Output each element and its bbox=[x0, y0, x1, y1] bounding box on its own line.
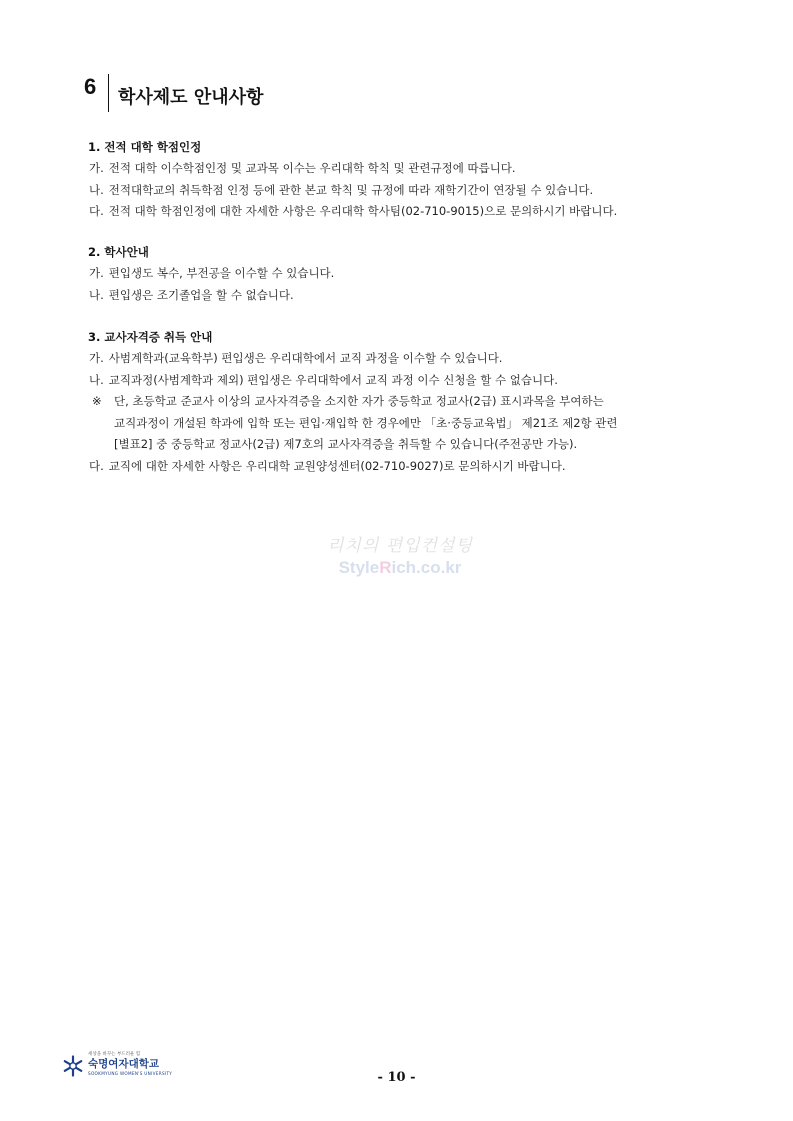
logo-english-name: SOOKMYUNG WOMEN'S UNIVERSITY bbox=[88, 1071, 173, 1076]
item-marker: 나. bbox=[89, 182, 104, 197]
logo-tagline: 세상을 바꾸는 부드러운 힘 bbox=[88, 1052, 141, 1057]
watermark-line-2 bbox=[315, 557, 485, 579]
note-line: 단, 초등학교 준교사 이상의 교사자격증을 소지한 자가 중등학교 정교사(2급) 표시과목을 부여하는 bbox=[114, 394, 604, 408]
page-number: - 10 - bbox=[377, 1070, 416, 1085]
item-text: 편입생도 복수, 부전공을 이수할 수 있습니다. bbox=[108, 266, 335, 280]
item-marker: 나. bbox=[89, 372, 104, 387]
item-text: 전적대학교의 취득학점 인정 등에 관한 본교 학칙 및 규정에 따라 재학기간이 연장될 수 있습니다. bbox=[108, 182, 594, 197]
list-item bbox=[88, 263, 748, 285]
item-text: 교직에 대한 자세한 사항은 우리대학 교원양성센터(02-710-9027)로 문의하시기 바랍니다. bbox=[108, 458, 566, 473]
logo-name: 숙명여자대학교 bbox=[88, 1058, 160, 1070]
list-item bbox=[88, 370, 748, 392]
list-item bbox=[88, 285, 748, 307]
section-academic-guide bbox=[88, 241, 748, 306]
note-line: 교직과정이 개설된 학과에 입학 또는 편입·재입학 한 경우에만 「초·중등교육법」 제21조 제2항 관련 bbox=[114, 415, 618, 430]
list-item bbox=[88, 180, 748, 202]
item-marker: 다. bbox=[89, 204, 104, 218]
watermark-text-b: R bbox=[379, 558, 392, 577]
note-block bbox=[88, 391, 748, 456]
watermark bbox=[315, 535, 485, 579]
item-text: 교직과정(사범계학과 제외) 편입생은 우리대학에서 교직 과정 이수 신청을 할 수 없습니다. bbox=[108, 372, 558, 387]
note-marker: ※ bbox=[92, 394, 102, 408]
item-text: 전적 대학 이수학점인정 및 교과목 이수는 우리대학 학칙 및 관련규정에 따릅니다. bbox=[108, 161, 516, 175]
item-marker: 다. bbox=[89, 458, 104, 473]
section-heading: 1. 전적 대학 학점인정 bbox=[88, 140, 202, 154]
chapter-divider bbox=[108, 74, 109, 112]
section-heading: 3. 교사자격증 취득 안내 bbox=[88, 330, 213, 344]
item-text: 전적 대학 학점인정에 대한 자세한 사항은 우리대학 학사팀(02-710-9015)으로 문의하시기 바랍니다. bbox=[108, 204, 618, 218]
section-credit-recognition bbox=[88, 136, 748, 223]
section-teacher-certificate bbox=[88, 326, 748, 477]
item-marker: 가. bbox=[89, 351, 104, 365]
note-line: [별표2] 중 중등학교 정교사(2급) 제7호의 교사자격증을 취득할 수 있습니다(주전공만 가능). bbox=[114, 437, 578, 451]
section-heading: 2. 학사안내 bbox=[88, 245, 149, 259]
watermark-text-c: ich.co.kr bbox=[391, 558, 462, 577]
chapter-title: 학사제도 안내사항 bbox=[118, 87, 264, 108]
note-text bbox=[114, 391, 748, 456]
list-item bbox=[88, 201, 748, 223]
item-marker: 가. bbox=[89, 161, 104, 175]
chapter-number: 6 bbox=[84, 74, 97, 99]
list-item bbox=[88, 348, 748, 370]
item-marker: 가. bbox=[89, 266, 104, 280]
item-text: 사범계학과(교육학부) 편입생은 우리대학에서 교직 과정을 이수할 수 있습니다. bbox=[108, 351, 503, 365]
list-item bbox=[88, 158, 748, 180]
watermark-text-a: Style bbox=[338, 558, 380, 577]
list-item bbox=[88, 456, 748, 478]
item-text: 편입생은 조기졸업을 할 수 없습니다. bbox=[108, 287, 294, 302]
watermark-line-1: 리치의 편입컨설팅 bbox=[327, 536, 473, 556]
item-marker: 나. bbox=[89, 287, 104, 302]
